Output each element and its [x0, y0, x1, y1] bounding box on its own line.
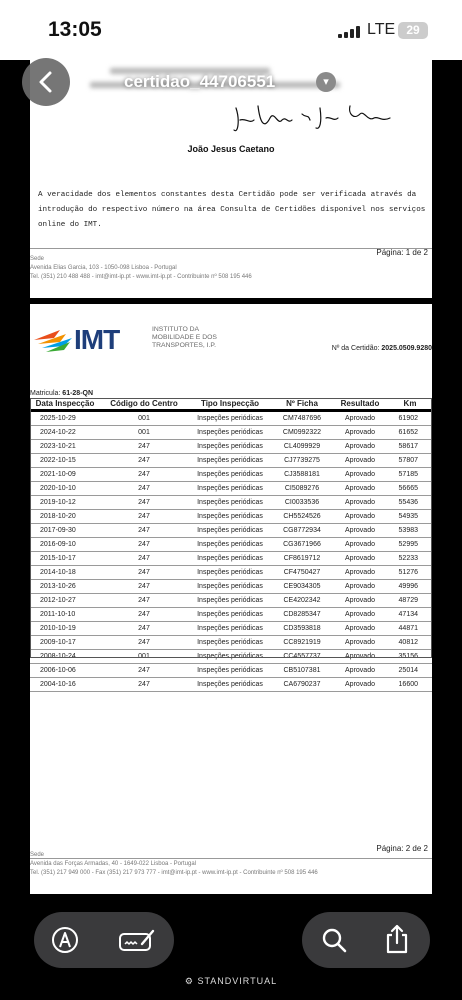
- table-row: [30, 440, 432, 454]
- footer: [30, 255, 252, 282]
- cell-result: Aprovado: [332, 454, 388, 468]
- cell-center-code: 247: [100, 608, 188, 622]
- cell-center-code: 247: [100, 678, 188, 692]
- cell-date: 2006-10-06: [30, 664, 100, 678]
- cell-form-number: CG3671966: [272, 538, 332, 552]
- cell-form-number: CF4750427: [272, 566, 332, 580]
- cell-date: 2012-10-27: [30, 594, 100, 608]
- cert-number-value: 2025.0509.9280: [381, 345, 432, 352]
- cell-inspection-type: Inspeções periódicas: [188, 524, 272, 538]
- cell-km: 57807: [388, 454, 432, 468]
- cell-form-number: CE9034305: [272, 580, 332, 594]
- cell-form-number: CA6790237: [272, 678, 332, 692]
- cell-form-number: CD8285347: [272, 608, 332, 622]
- search-icon[interactable]: [320, 926, 348, 954]
- cell-km: 51276: [388, 566, 432, 580]
- cell-date: 2019-10-12: [30, 496, 100, 510]
- table-body: [30, 411, 432, 692]
- document-page-1: [30, 60, 432, 298]
- cell-inspection-type: Inspeções periódicas: [188, 678, 272, 692]
- cell-center-code: 247: [100, 482, 188, 496]
- cell-inspection-type: Inspeções periódicas: [188, 580, 272, 594]
- column-header: Tipo Inspecção: [188, 398, 272, 411]
- footer: [30, 851, 318, 878]
- cell-result: Aprovado: [332, 510, 388, 524]
- table-row: [30, 454, 432, 468]
- cert-number-label: Nº da Certidão:: [331, 345, 380, 352]
- cell-km: 53983: [388, 524, 432, 538]
- cell-inspection-type: Inspeções periódicas: [188, 468, 272, 482]
- cell-center-code: 247: [100, 580, 188, 594]
- cell-inspection-type: Inspeções periódicas: [188, 636, 272, 650]
- table-row: [30, 580, 432, 594]
- table-row: [30, 636, 432, 650]
- cell-date: 2010-10-19: [30, 622, 100, 636]
- cell-km: 47134: [388, 608, 432, 622]
- cell-center-code: 001: [100, 411, 188, 426]
- cell-signal-icon: [338, 26, 364, 38]
- cell-date: 2016-09-10: [30, 538, 100, 552]
- cell-result: Aprovado: [332, 496, 388, 510]
- cell-form-number: CC4557737: [272, 650, 332, 664]
- logo-text: IMT: [74, 324, 120, 355]
- cell-inspection-type: Inspeções periódicas: [188, 608, 272, 622]
- page-number: Página: 2 de 2: [376, 844, 428, 853]
- cell-center-code: 001: [100, 650, 188, 664]
- cell-center-code: 247: [100, 496, 188, 510]
- document-page-2: [30, 304, 432, 894]
- column-header: Data Inspecção: [30, 398, 100, 411]
- cell-form-number: CI0033536: [272, 496, 332, 510]
- imt-logo: [34, 322, 154, 354]
- cell-result: Aprovado: [332, 468, 388, 482]
- cell-form-number: CM0992322: [272, 426, 332, 440]
- cell-date: 2023-10-21: [30, 440, 100, 454]
- cell-km: 56665: [388, 482, 432, 496]
- table-row: [30, 566, 432, 580]
- cell-date: 2008-10-24: [30, 650, 100, 664]
- cell-result: Aprovado: [332, 440, 388, 454]
- table-row: [30, 594, 432, 608]
- watermark-logo: ⚙ STANDVIRTUAL: [184, 976, 278, 986]
- cell-km: 55436: [388, 496, 432, 510]
- cell-km: 61902: [388, 411, 432, 426]
- cell-result: Aprovado: [332, 552, 388, 566]
- cell-inspection-type: Inspeções periódicas: [188, 538, 272, 552]
- cell-date: 2021-10-09: [30, 468, 100, 482]
- page-number: Página: 1 de 2: [376, 248, 428, 257]
- table-row: [30, 664, 432, 678]
- cell-km: 52233: [388, 552, 432, 566]
- table-row: [30, 510, 432, 524]
- cell-center-code: 247: [100, 468, 188, 482]
- cell-result: Aprovado: [332, 608, 388, 622]
- column-header: Resultado: [332, 398, 388, 411]
- network-type: LTE: [367, 21, 396, 38]
- cell-result: Aprovado: [332, 482, 388, 496]
- cell-form-number: CJ7739275: [272, 454, 332, 468]
- share-icon[interactable]: [384, 923, 410, 955]
- table-row: [30, 426, 432, 440]
- cell-result: Aprovado: [332, 636, 388, 650]
- cell-km: 49996: [388, 580, 432, 594]
- table-header-row: [30, 398, 432, 411]
- cell-km: 58617: [388, 440, 432, 454]
- cell-form-number: CF8619712: [272, 552, 332, 566]
- cell-result: Aprovado: [332, 426, 388, 440]
- markup-icon[interactable]: [51, 926, 79, 954]
- cell-inspection-type: Inspeções periódicas: [188, 566, 272, 580]
- cell-center-code: 247: [100, 622, 188, 636]
- status-time: 13:05: [48, 18, 102, 41]
- cell-date: 2004-10-16: [30, 678, 100, 692]
- cell-form-number: CG8772934: [272, 524, 332, 538]
- cell-form-number: CM7487696: [272, 411, 332, 426]
- cell-date: 2017-09-30: [30, 524, 100, 538]
- table-row: [30, 678, 432, 692]
- cell-result: Aprovado: [332, 678, 388, 692]
- table-row: [30, 468, 432, 482]
- action-group: [302, 912, 430, 968]
- verification-text: A veracidade dos elementos constantes desta Certidão pode ser verificada através da introdução do respectivo número na área Consulta de Certidões disponível nos serviços online do IMT.: [38, 191, 426, 229]
- matricula-label: Matricula:: [30, 390, 61, 397]
- table-row: [30, 496, 432, 510]
- cell-km: 44871: [388, 622, 432, 636]
- cell-date: 2014-10-18: [30, 566, 100, 580]
- cell-date: 2009-10-17: [30, 636, 100, 650]
- table-row: [30, 622, 432, 636]
- cell-center-code: 247: [100, 510, 188, 524]
- footer-contacts: Tel. (351) 210 488 488 - imt@imt-ip.pt - www.imt-ip.pt - Contribuinte nº 508 195 446: [30, 274, 252, 280]
- cell-center-code: 247: [100, 594, 188, 608]
- inspections-table: [30, 398, 432, 692]
- signature-image: [230, 100, 400, 140]
- chevron-down-icon[interactable]: ▾: [316, 72, 336, 92]
- certificate-number: [332, 345, 432, 352]
- footer-address: Avenida das Forças Armadas, 40 - 1649-022 Lisboa - Portugal: [30, 861, 196, 867]
- chevron-left-icon: [36, 70, 56, 94]
- column-header: Km: [388, 398, 432, 411]
- cell-inspection-type: Inspeções periódicas: [188, 664, 272, 678]
- table-row: [30, 552, 432, 566]
- cell-form-number: CJ3588181: [272, 468, 332, 482]
- cell-inspection-type: Inspeções periódicas: [188, 650, 272, 664]
- table-row: [30, 608, 432, 622]
- table-row: [30, 482, 432, 496]
- cell-form-number: CE4202342: [272, 594, 332, 608]
- cell-date: 2015-10-17: [30, 552, 100, 566]
- cell-form-number: CD3593818: [272, 622, 332, 636]
- cell-inspection-type: Inspeções periódicas: [188, 482, 272, 496]
- cell-center-code: 247: [100, 440, 188, 454]
- cell-inspection-type: Inspeções periódicas: [188, 552, 272, 566]
- cell-result: Aprovado: [332, 650, 388, 664]
- cell-result: Aprovado: [332, 538, 388, 552]
- cell-result: Aprovado: [332, 411, 388, 426]
- cell-center-code: 247: [100, 566, 188, 580]
- cell-inspection-type: Inspeções periódicas: [188, 426, 272, 440]
- footer-divider: [30, 248, 432, 249]
- cell-center-code: 247: [100, 636, 188, 650]
- cell-km: 57185: [388, 468, 432, 482]
- cell-result: Aprovado: [332, 580, 388, 594]
- footer-address: Avenida Elias Garcia, 103 - 1050-098 Lisboa - Portugal: [30, 265, 177, 271]
- cell-form-number: CC8921919: [272, 636, 332, 650]
- cell-inspection-type: Inspeções periódicas: [188, 622, 272, 636]
- matricula-value: 61-28-QN: [62, 390, 94, 397]
- cell-result: Aprovado: [332, 524, 388, 538]
- cell-center-code: 247: [100, 538, 188, 552]
- cell-result: Aprovado: [332, 566, 388, 580]
- cell-date: 2022-10-15: [30, 454, 100, 468]
- cell-km: 61652: [388, 426, 432, 440]
- cell-date: 2011-10-10: [30, 608, 100, 622]
- cell-inspection-type: Inspeções periódicas: [188, 411, 272, 426]
- cell-center-code: 247: [100, 524, 188, 538]
- cell-date: 2024-10-22: [30, 426, 100, 440]
- cell-km: 16600: [388, 678, 432, 692]
- cell-result: Aprovado: [332, 664, 388, 678]
- signature-icon[interactable]: [118, 926, 156, 954]
- cell-result: Aprovado: [332, 594, 388, 608]
- cell-date: 2025-10-29: [30, 411, 100, 426]
- table-row: [30, 411, 432, 426]
- cell-result: Aprovado: [332, 622, 388, 636]
- cell-form-number: CL4099929: [272, 440, 332, 454]
- footer-label: Sede: [30, 256, 45, 262]
- table-row: [30, 650, 432, 664]
- cell-inspection-type: Inspeções periódicas: [188, 440, 272, 454]
- column-header: Nº Ficha: [272, 398, 332, 411]
- signer-name: João Jesus Caetano: [187, 144, 275, 154]
- cell-km: 48729: [388, 594, 432, 608]
- cell-inspection-type: Inspeções periódicas: [188, 454, 272, 468]
- cell-form-number: CH5524526: [272, 510, 332, 524]
- table-row: [30, 524, 432, 538]
- cell-km: 40812: [388, 636, 432, 650]
- battery-icon: 29: [398, 22, 428, 39]
- cell-form-number: CB5107381: [272, 664, 332, 678]
- cell-form-number: CI5089276: [272, 482, 332, 496]
- cell-km: 52995: [388, 538, 432, 552]
- document-title[interactable]: certidao_44706551: [124, 72, 276, 91]
- footer-contacts: Tel. (351) 217 949 000 - Fax (351) 217 973 777 - imt@imt-ip.pt - www.imt-ip.pt - Contribuinte nº 508 195 446: [30, 870, 318, 876]
- cell-km: 54935: [388, 510, 432, 524]
- status-bar: [0, 0, 462, 60]
- cell-km: 25014: [388, 664, 432, 678]
- column-header: Código do Centro: [100, 398, 188, 411]
- cell-date: 2018-10-20: [30, 510, 100, 524]
- edit-tools-group: [34, 912, 174, 968]
- cell-inspection-type: Inspeções periódicas: [188, 496, 272, 510]
- cell-date: 2020-10-10: [30, 482, 100, 496]
- cell-center-code: 247: [100, 664, 188, 678]
- cell-inspection-type: Inspeções periódicas: [188, 594, 272, 608]
- back-button[interactable]: [22, 58, 70, 106]
- imt-logo-mark-icon: [34, 328, 72, 352]
- cell-center-code: 247: [100, 454, 188, 468]
- footer-label: Sede: [30, 852, 45, 858]
- institution-name: INSTITUTO DA MOBILIDADE E DOS TRANSPORTES, I.P.: [152, 326, 217, 349]
- cell-date: 2013-10-26: [30, 580, 100, 594]
- cell-center-code: 247: [100, 552, 188, 566]
- registration-plate: [30, 390, 93, 397]
- cell-inspection-type: Inspeções periódicas: [188, 510, 272, 524]
- cell-km: 35156: [388, 650, 432, 664]
- cell-center-code: 001: [100, 426, 188, 440]
- table-row: [30, 538, 432, 552]
